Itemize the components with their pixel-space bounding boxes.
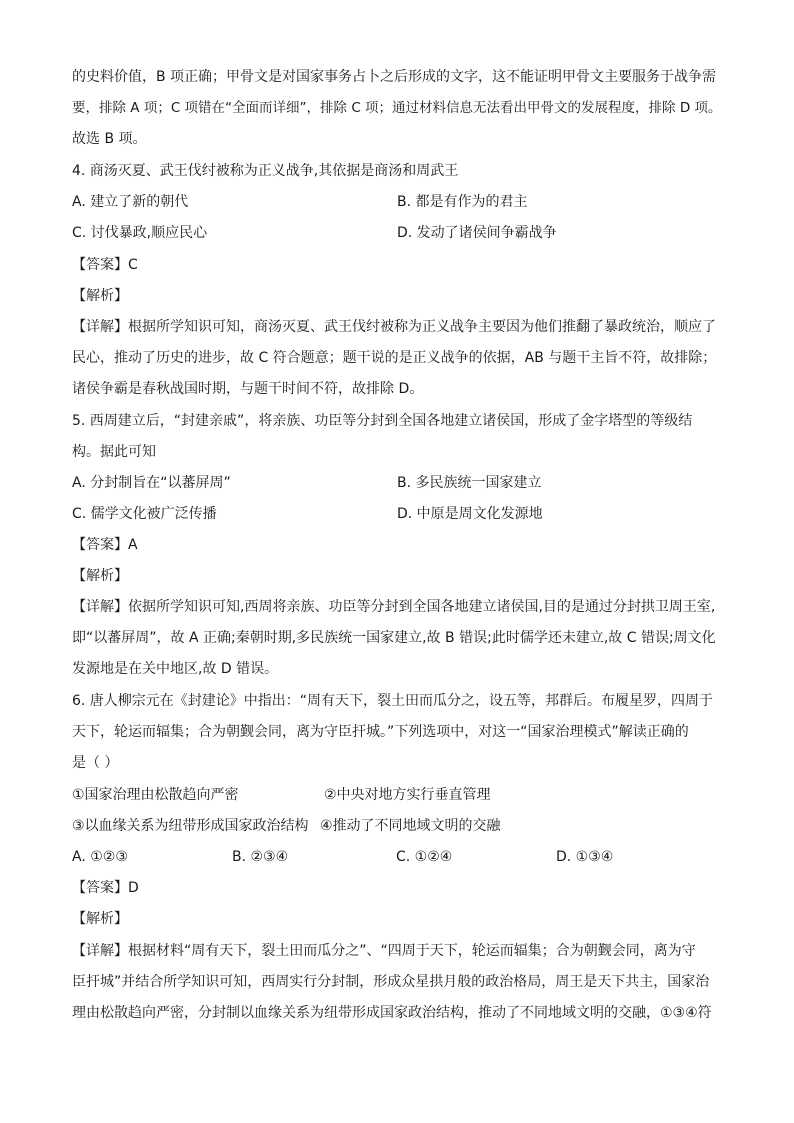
- q6-answer: 【答案】D: [72, 880, 139, 896]
- q6-stem-line-1: 6. 唐人柳宗元在《封建论》中指出：“周有天下，裂土田而瓜分之，设五等，邦群后。布履星罗，四周于: [72, 693, 714, 709]
- q6-analysis-label: 【解析】: [72, 911, 128, 927]
- q5-stem-line-1: 5. 西周建立后，“封建亲戚”，将亲族、功臣等分封到全国各地建立诸侯国，形成了金字塔型的等级结: [72, 413, 693, 429]
- q3-analysis-line-3: 故选 B 项。: [72, 131, 147, 147]
- q4-detail-line-3: 诸侯争霸是春秋战国时期，与题干时间不符，故排除 D。: [72, 381, 424, 397]
- q6-detail-line-1: 【详解】根据材料“周有天下，裂土田而瓜分之”、“四周于天下，轮运而辐集；合为朝觐会同，离为守: [72, 943, 696, 959]
- q5-stem-line-2: 构。据此可知: [72, 444, 156, 460]
- q5-answer: 【答案】A: [72, 537, 138, 553]
- q6-stem-line-2: 天下，轮运而辐集；合为朝觐会同，离为守臣扞城。”下列选项中，对这一“国家治理模式”解读正确的: [72, 724, 689, 740]
- q3-analysis-line-1: 的史料价值，B 项正确；甲骨文是对国家事务占卜之后形成的文字，这不能证明甲骨文主要服务于战争需: [72, 69, 717, 85]
- q5-option-d: D. 中原是周文化发源地: [397, 506, 543, 522]
- q5-analysis-label: 【解析】: [72, 568, 128, 584]
- q6-detail-line-2: 臣扞城”并结合所学知识可知，西周实行分封制，形成众星拱月般的政治格局，周王是天下共主，国家治: [72, 974, 710, 990]
- q5-option-c: C. 儒学文化被广泛传播: [72, 506, 217, 522]
- q4-analysis-label: 【解析】: [72, 288, 128, 304]
- q4-answer: 【答案】C: [72, 257, 138, 273]
- q4-option-d: D. 发动了诸侯间争霸战争: [397, 225, 557, 241]
- q6-option-d: D. ①③④: [556, 849, 614, 865]
- q5-detail-line-3: 发源地是在关中地区,故 D 错误。: [72, 661, 279, 677]
- q6-detail-line-3: 理由松散趋向严密，分封制以血缘关系为纽带形成国家政治结构，推动了不同地域文明的交融，①③④符: [72, 1005, 712, 1021]
- q4-option-c: C. 讨伐暴政,顺应民心: [72, 225, 208, 241]
- q6-option-b: B. ②③④: [232, 849, 289, 865]
- q4-option-a: A. 建立了新的朝代: [72, 194, 189, 210]
- q6-statement-1: ①国家治理由松散趋向严密: [72, 787, 239, 803]
- q5-detail-line-2: 即“以蕃屏周”，故 A 正确;秦朝时期,多民族统一国家建立,故 B 错误;此时儒学还未建立,故 C 错误;周文化: [72, 630, 716, 646]
- q3-analysis-line-2: 要，排除 A 项；C 项错在“全面而详细”，排除 C 项；通过材料信息无法看出甲骨文的发展程度，排除 D 项。: [72, 100, 722, 116]
- q5-option-b: B. 多民族统一国家建立: [397, 475, 542, 491]
- q6-stem-line-3: 是（ ）: [72, 755, 119, 771]
- q6-statement-2: ②中央对地方实行垂直管理: [324, 787, 491, 803]
- q6-option-a: A. ①②③: [72, 849, 128, 865]
- q6-statement-4: ④推动了不同地域文明的交融: [320, 818, 501, 834]
- q5-detail-line-1: 【详解】依据所学知识可知,西周将亲族、功臣等分封到全国各地建立诸侯国,目的是通过分封拱卫周王室,: [72, 599, 716, 615]
- q4-detail-line-1: 【详解】根据所学知识可知，商汤灭夏、武王伐纣被称为正义战争主要因为他们推翻了暴政统治，顺应了: [72, 319, 716, 335]
- q5-option-a: A. 分封制旨在“以蕃屏周”: [72, 475, 231, 491]
- q6-option-c: C. ①②④: [396, 849, 453, 865]
- q4-stem: 4. 商汤灭夏、武王伐纣被称为正义战争,其依据是商汤和周武王: [72, 163, 459, 179]
- q6-statement-3: ③以血缘关系为纽带形成国家政治结构: [72, 818, 309, 834]
- q4-detail-line-2: 民心，推动了历史的进步，故 C 符合题意；题干说的是正义战争的依据，AB 与题干主旨不符，故排除；: [72, 350, 717, 366]
- q4-option-b: B. 都是有作为的君主: [397, 194, 528, 210]
